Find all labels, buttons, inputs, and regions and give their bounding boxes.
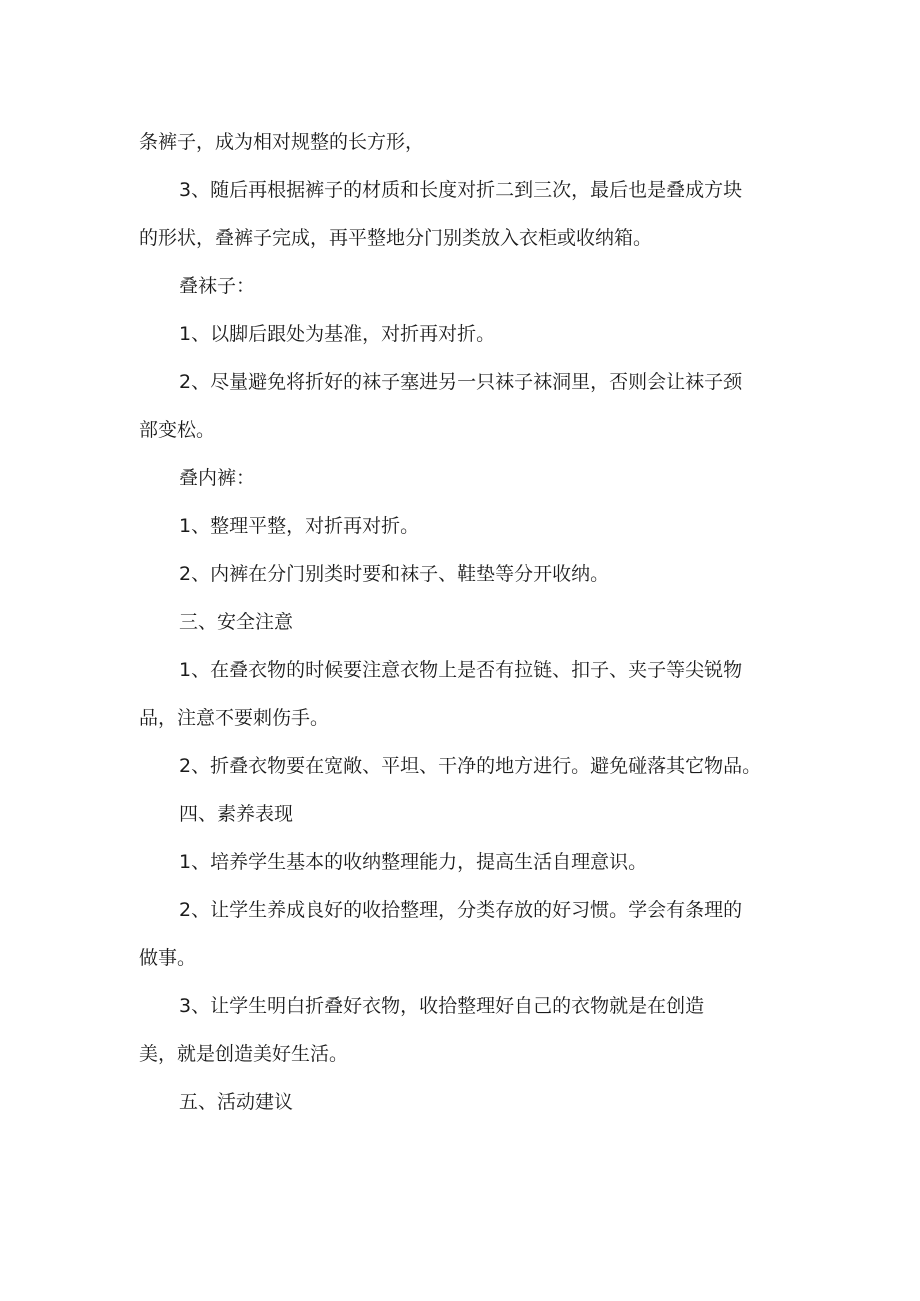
text-line-5: 1、以脚后跟处为基准，对折再对折。 — [179, 323, 496, 345]
text-line-10: 2、内裤在分门别类时要和袜子、鞋垫等分开收纳。 — [179, 563, 610, 585]
text-line-12: 1、在叠衣物的时候要注意衣物上是否有拉链、扣子、夹子等尖锐物 — [179, 659, 743, 681]
text-line-20: 美，就是创造美好生活。 — [139, 1043, 349, 1065]
text-line-18: 做事。 — [139, 947, 197, 969]
text-line-19: 3、让学生明白折叠好衣物，收拾整理好自己的衣物就是在创造 — [179, 995, 705, 1017]
text-line-3: 的形状，叠裤子完成，再平整地分门别类放入衣柜或收纳箱。 — [139, 227, 653, 249]
text-line-2: 3、随后再根据裤子的材质和长度对折二到三次，最后也是叠成方块 — [179, 179, 743, 201]
text-line-1: 条裤子，成为相对规整的长方形， — [139, 131, 425, 153]
section-heading-safety: 三、安全注意 — [179, 611, 294, 633]
text-line-13: 品，注意不要刺伤手。 — [139, 707, 330, 729]
section-heading-literacy: 四、素养表现 — [179, 803, 294, 825]
text-line-7: 部变松。 — [139, 419, 216, 441]
text-line-14: 2、折叠衣物要在宽敞、平坦、干净的地方进行。避免碰落其它物品。 — [179, 755, 762, 777]
document-body — [139, 118, 799, 1126]
text-line-6: 2、尽量避免将折好的袜子塞进另一只袜子袜洞里，否则会让袜子颈 — [179, 371, 743, 393]
section-heading-underwear: 叠内裤： — [179, 467, 256, 489]
section-heading-socks: 叠袜子： — [179, 275, 256, 297]
text-line-16: 1、培养学生基本的收纳整理能力，提高生活自理意识。 — [179, 851, 648, 873]
section-heading-activity: 五、活动建议 — [179, 1091, 294, 1113]
text-line-9: 1、整理平整，对折再对折。 — [179, 515, 420, 537]
text-line-17: 2、让学生养成良好的收拾整理，分类存放的好习惯。学会有条理的 — [179, 899, 743, 921]
